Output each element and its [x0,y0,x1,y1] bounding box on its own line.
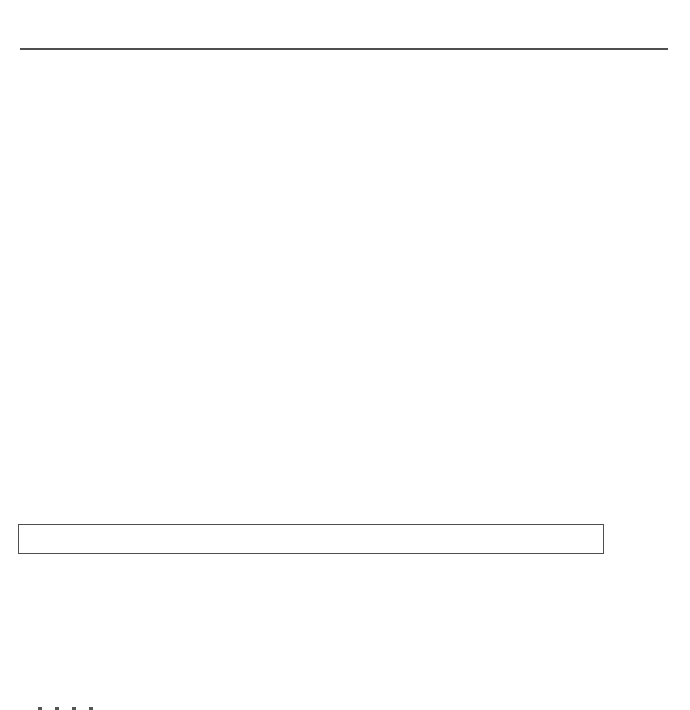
schedule-heading [29,528,599,549]
recruitment-info-table [20,48,668,50]
key-schedule-table [18,524,604,554]
